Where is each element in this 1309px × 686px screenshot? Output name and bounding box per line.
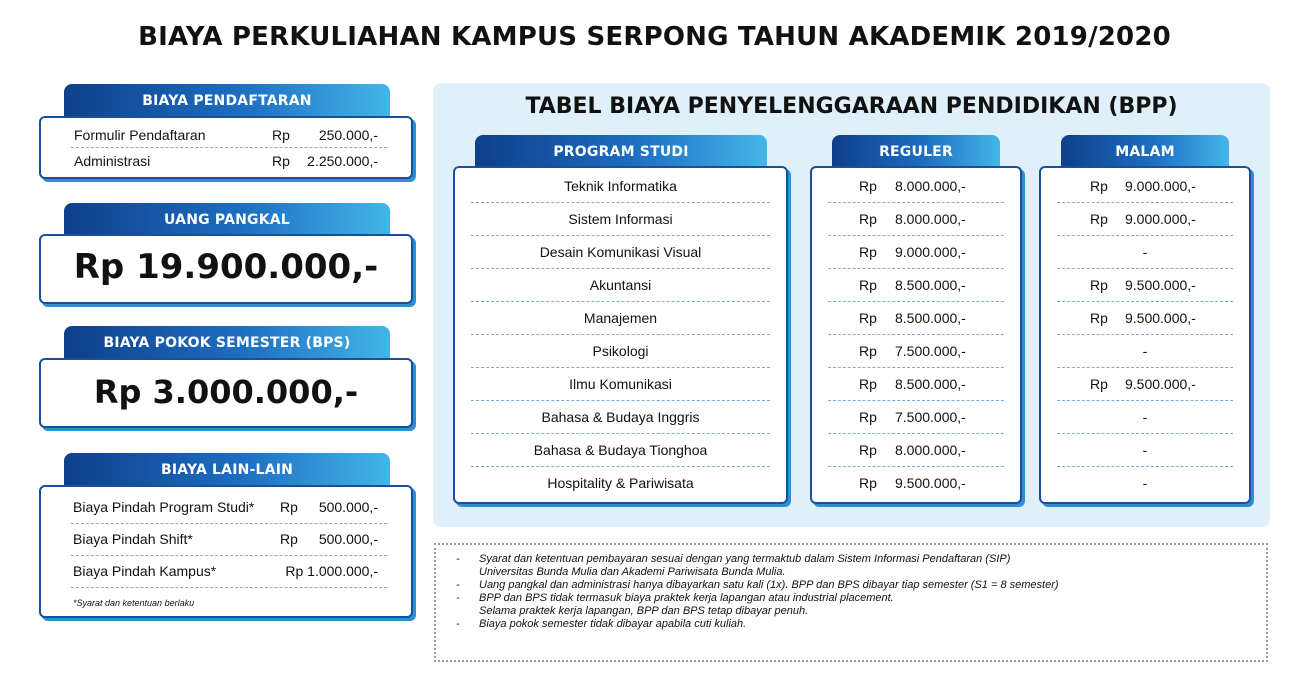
program-row bbox=[455, 170, 786, 203]
bps-header: BIAYA POKOK SEMESTER (BPS) bbox=[64, 326, 390, 360]
malam-currency: Rp bbox=[1090, 277, 1108, 293]
malam-currency: Rp bbox=[1090, 376, 1108, 392]
fee-label: Formulir Pendaftaran bbox=[74, 127, 206, 143]
malam-row bbox=[1041, 302, 1249, 335]
fee-currency: Rp bbox=[280, 499, 298, 515]
malam-row bbox=[1041, 170, 1249, 203]
fee-amount: 500.000,- bbox=[318, 499, 378, 515]
program-name: Ilmu Komunikasi bbox=[569, 376, 672, 392]
lain-box bbox=[39, 485, 413, 618]
program-row bbox=[455, 203, 786, 236]
reguler-currency: Rp bbox=[859, 442, 877, 458]
fee-amount: 2.250.000,- bbox=[307, 153, 378, 169]
malam-amount: 9.500.000,- bbox=[1125, 277, 1196, 293]
program-row bbox=[455, 335, 786, 368]
page-title: BIAYA PERKULIAHAN KAMPUS SERPONG TAHUN AKADEMIK 2019/2020 bbox=[138, 22, 1171, 52]
malam-amount: 9.000.000,- bbox=[1125, 211, 1196, 227]
reguler-row bbox=[812, 236, 1020, 269]
reguler-currency: Rp bbox=[859, 277, 877, 293]
program-name: Bahasa & Budaya Inggris bbox=[541, 409, 700, 425]
reguler-row bbox=[812, 467, 1020, 500]
malam-empty: - bbox=[1142, 244, 1148, 260]
malam-column bbox=[1039, 166, 1251, 504]
program-row bbox=[455, 467, 786, 500]
program-row bbox=[455, 434, 786, 467]
program-row bbox=[455, 236, 786, 269]
fee-amount: Rp 1.000.000,- bbox=[285, 563, 378, 579]
lain-row bbox=[41, 494, 411, 524]
reguler-row bbox=[812, 302, 1020, 335]
malam-row bbox=[1041, 269, 1249, 302]
malam-currency: Rp bbox=[1090, 211, 1108, 227]
reguler-amount: 9.000.000,- bbox=[895, 244, 966, 260]
note-bullet: - bbox=[456, 553, 460, 565]
reguler-amount: 7.500.000,- bbox=[895, 409, 966, 425]
program-row bbox=[455, 302, 786, 335]
bps-box bbox=[39, 358, 413, 428]
reguler-column bbox=[810, 166, 1022, 504]
fee-currency: Rp bbox=[272, 153, 290, 169]
fee-label: Biaya Pindah Kampus* bbox=[73, 563, 217, 579]
program-row bbox=[455, 269, 786, 302]
malam-row bbox=[1041, 434, 1249, 467]
notes-box bbox=[434, 543, 1268, 662]
pendaftaran-row bbox=[41, 122, 411, 148]
malam-row bbox=[1041, 401, 1249, 434]
malam-row bbox=[1041, 203, 1249, 236]
divider bbox=[71, 555, 387, 556]
note-text: Syarat dan ketentuan pembayaran sesuai dengan yang termaktub dalam Sistem Informasi Pendaftaran (SIP) bbox=[479, 553, 1011, 565]
note-text: Uang pangkal dan administrasi hanya dibayarkan satu kali (1x). BPP dan BPS dibayar tiap semester (S1 = 8 semester) bbox=[479, 579, 1059, 591]
reguler-row bbox=[812, 203, 1020, 236]
note-text: Universitas Bunda Mulia dan Akademi Pariwisata Bunda Mulia. bbox=[479, 566, 786, 578]
reguler-currency: Rp bbox=[859, 178, 877, 194]
malam-row bbox=[1041, 236, 1249, 269]
fee-label: Biaya Pindah Shift* bbox=[73, 531, 193, 547]
reguler-currency: Rp bbox=[859, 310, 877, 326]
reguler-row bbox=[812, 335, 1020, 368]
malam-empty: - bbox=[1142, 442, 1148, 458]
program-studi-header: PROGRAM STUDI bbox=[475, 135, 767, 169]
uang-pangkal-header: UANG PANGKAL bbox=[64, 203, 390, 237]
reguler-currency: Rp bbox=[859, 244, 877, 260]
malam-empty: - bbox=[1142, 409, 1148, 425]
malam-amount: 9.500.000,- bbox=[1125, 376, 1196, 392]
fee-currency: Rp bbox=[272, 127, 290, 143]
reguler-amount: 8.500.000,- bbox=[895, 376, 966, 392]
program-row bbox=[455, 368, 786, 401]
reguler-row bbox=[812, 434, 1020, 467]
reguler-amount: 8.000.000,- bbox=[895, 442, 966, 458]
reguler-amount: 8.500.000,- bbox=[895, 310, 966, 326]
malam-header: MALAM bbox=[1061, 135, 1229, 169]
reguler-amount: 8.500.000,- bbox=[895, 277, 966, 293]
lain-row bbox=[41, 526, 411, 556]
reguler-row bbox=[812, 368, 1020, 401]
program-name: Desain Komunikasi Visual bbox=[539, 244, 702, 260]
reguler-currency: Rp bbox=[859, 211, 877, 227]
bpp-title: TABEL BIAYA PENYELENGGARAAN PENDIDIKAN (BPP) bbox=[525, 94, 1178, 119]
note-bullet: - bbox=[456, 618, 460, 630]
note-text: BPP dan BPS tidak termasuk biaya praktek kerja lapangan atau industrial placement. bbox=[479, 592, 894, 604]
program-name: Teknik Informatika bbox=[564, 178, 677, 194]
malam-currency: Rp bbox=[1090, 178, 1108, 194]
program-name: Manajemen bbox=[583, 310, 658, 326]
note-text: Selama praktek kerja lapangan, BPP dan BPS tetap dibayar penuh. bbox=[479, 605, 809, 617]
reguler-header: REGULER bbox=[832, 135, 1000, 169]
malam-amount: 9.000.000,- bbox=[1125, 178, 1196, 194]
reguler-currency: Rp bbox=[859, 343, 877, 359]
reguler-row bbox=[812, 170, 1020, 203]
pendaftaran-header: BIAYA PENDAFTARAN bbox=[64, 84, 390, 118]
program-name: Bahasa & Budaya Tionghoa bbox=[533, 442, 708, 458]
fee-amount: 250.000,- bbox=[318, 127, 378, 143]
malam-amount: 9.500.000,- bbox=[1125, 310, 1196, 326]
program-name: Hospitality & Pariwisata bbox=[547, 475, 694, 491]
lain-footnote: *Syarat dan ketentuan berlaku bbox=[73, 598, 195, 608]
program-name: Akuntansi bbox=[589, 277, 652, 293]
program-row bbox=[455, 401, 786, 434]
reguler-currency: Rp bbox=[859, 376, 877, 392]
reguler-row bbox=[812, 269, 1020, 302]
reguler-amount: 9.500.000,- bbox=[895, 475, 966, 491]
malam-row bbox=[1041, 368, 1249, 401]
note-text: Biaya pokok semester tidak dibayar apabila cuti kuliah. bbox=[479, 618, 747, 630]
pendaftaran-row bbox=[41, 148, 411, 174]
uang-pangkal-amount: Rp 19.900.000,- bbox=[73, 247, 379, 287]
reguler-currency: Rp bbox=[859, 409, 877, 425]
fee-amount: 500.000,- bbox=[318, 531, 378, 547]
malam-row bbox=[1041, 467, 1249, 500]
lain-row bbox=[41, 558, 411, 588]
fee-currency: Rp bbox=[280, 531, 298, 547]
malam-row bbox=[1041, 335, 1249, 368]
divider bbox=[71, 523, 387, 524]
reguler-currency: Rp bbox=[859, 475, 877, 491]
pendaftaran-box bbox=[39, 116, 413, 179]
malam-currency: Rp bbox=[1090, 310, 1108, 326]
lain-header: BIAYA LAIN-LAIN bbox=[64, 453, 390, 487]
program-name: Sistem Informasi bbox=[568, 211, 673, 227]
fee-label: Administrasi bbox=[74, 153, 151, 169]
program-name: Psikologi bbox=[592, 343, 649, 359]
reguler-amount: 8.000.000,- bbox=[895, 178, 966, 194]
divider bbox=[71, 587, 387, 588]
reguler-amount: 7.500.000,- bbox=[895, 343, 966, 359]
malam-empty: - bbox=[1142, 475, 1148, 491]
note-bullet: - bbox=[456, 579, 460, 591]
program-studi-column bbox=[453, 166, 788, 504]
uang-pangkal-box bbox=[39, 234, 413, 304]
bps-amount: Rp 3.000.000,- bbox=[93, 373, 359, 411]
note-bullet: - bbox=[456, 592, 460, 604]
reguler-row bbox=[812, 401, 1020, 434]
malam-empty: - bbox=[1142, 343, 1148, 359]
reguler-amount: 8.000.000,- bbox=[895, 211, 966, 227]
fee-label: Biaya Pindah Program Studi* bbox=[73, 499, 255, 515]
